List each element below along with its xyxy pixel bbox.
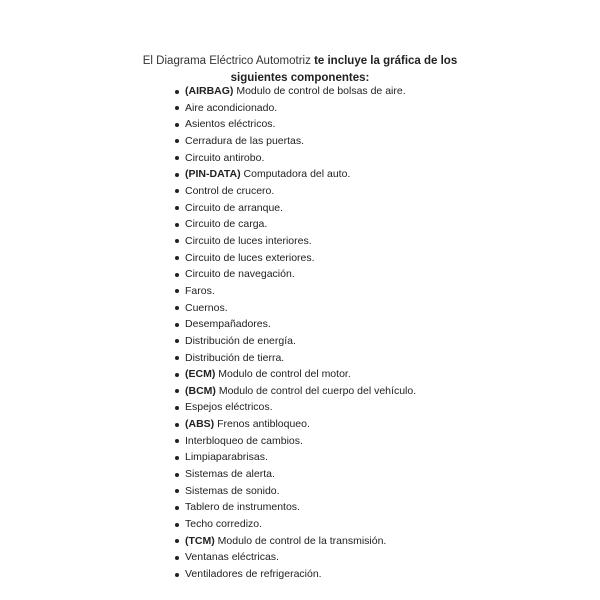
component-list-item bbox=[185, 83, 416, 100]
component-abbreviation: (BCM) bbox=[185, 384, 216, 397]
component-description: Desempañadores. bbox=[185, 318, 271, 331]
component-description: Modulo de control de la transmisión. bbox=[217, 534, 387, 547]
component-description: Espejos eléctricos. bbox=[185, 401, 273, 414]
component-description: Faros. bbox=[185, 284, 215, 297]
component-list-item bbox=[185, 449, 416, 466]
intro-lead-text: El Diagrama Eléctrico Automotriz bbox=[142, 54, 311, 67]
intro-strong-text: te incluye la gráfica de los siguientes componentes: bbox=[230, 54, 458, 84]
component-description: Computadora del auto. bbox=[243, 168, 351, 181]
component-list-item bbox=[185, 183, 416, 200]
component-description: Techo corredizo. bbox=[185, 518, 263, 531]
component-list-item bbox=[185, 499, 416, 516]
component-list-item bbox=[185, 566, 416, 583]
component-list-item bbox=[185, 516, 416, 533]
component-list-item bbox=[185, 250, 416, 267]
component-description: Ventiladores de refrigeración. bbox=[185, 568, 322, 581]
component-description: Modulo de control del cuerpo del vehículo. bbox=[218, 384, 417, 397]
component-description: Circuito de luces interiores. bbox=[185, 234, 312, 247]
component-description: Modulo de control del motor. bbox=[218, 368, 351, 381]
component-description: Circuito de carga. bbox=[185, 218, 268, 231]
component-description: Sistemas de alerta. bbox=[185, 468, 275, 481]
component-list-item bbox=[185, 433, 416, 450]
component-description: Distribución de tierra. bbox=[185, 351, 285, 364]
component-description: Modulo de control de bolsas de aire. bbox=[236, 85, 406, 97]
component-description: Circuito de navegación. bbox=[185, 268, 295, 281]
component-description: Circuito de luces exteriores. bbox=[185, 251, 315, 264]
component-description: Asientos eléctricos. bbox=[185, 118, 276, 131]
component-description: Control de crucero. bbox=[185, 184, 275, 197]
component-list-item bbox=[185, 233, 416, 250]
component-description: Ventanas eléctricas. bbox=[185, 551, 279, 564]
component-list-item bbox=[185, 366, 416, 383]
component-description: Cuernos. bbox=[185, 301, 228, 314]
component-description: Circuito de arranque. bbox=[185, 201, 284, 214]
component-list-item bbox=[185, 100, 416, 117]
component-list-item bbox=[185, 416, 416, 433]
component-description: Tablero de instrumentos. bbox=[185, 501, 300, 514]
component-list-item bbox=[185, 216, 416, 233]
component-list-item bbox=[185, 533, 416, 550]
component-description: Limpiaparabrisas. bbox=[185, 451, 268, 464]
component-description: Cerradura de las puertas. bbox=[185, 134, 305, 147]
component-list bbox=[170, 83, 416, 583]
component-list-item bbox=[185, 383, 416, 400]
component-list-item bbox=[185, 316, 416, 333]
component-list-item bbox=[185, 333, 416, 350]
component-description: Interbloqueo de cambios. bbox=[185, 434, 303, 447]
component-list-item bbox=[185, 133, 416, 150]
component-abbreviation: (TCM) bbox=[185, 534, 215, 547]
intro-paragraph bbox=[120, 53, 480, 87]
component-list-item bbox=[185, 266, 416, 283]
component-list-item bbox=[185, 350, 416, 367]
component-list-item bbox=[185, 200, 416, 217]
component-list-item bbox=[185, 399, 416, 416]
component-abbreviation: (PIN-DATA) bbox=[185, 168, 241, 181]
component-list-item bbox=[185, 116, 416, 133]
component-list-item bbox=[185, 549, 416, 566]
component-abbreviation: (ECM) bbox=[185, 368, 216, 381]
component-description: Circuito antirobo. bbox=[185, 151, 265, 164]
component-description: Frenos antibloqueo. bbox=[217, 418, 310, 431]
component-list-item bbox=[185, 283, 416, 300]
component-abbreviation: (ABS) bbox=[185, 418, 215, 431]
component-abbreviation: (AIRBAG) bbox=[185, 85, 234, 97]
component-list-item bbox=[185, 150, 416, 167]
component-list-item bbox=[185, 466, 416, 483]
component-description: Aire acondicionado. bbox=[185, 101, 278, 114]
component-description: Sistemas de sonido. bbox=[185, 484, 280, 497]
component-list-item bbox=[185, 300, 416, 317]
component-list-item bbox=[185, 166, 416, 183]
component-description: Distribución de energía. bbox=[185, 334, 296, 347]
component-list-item bbox=[185, 483, 416, 500]
